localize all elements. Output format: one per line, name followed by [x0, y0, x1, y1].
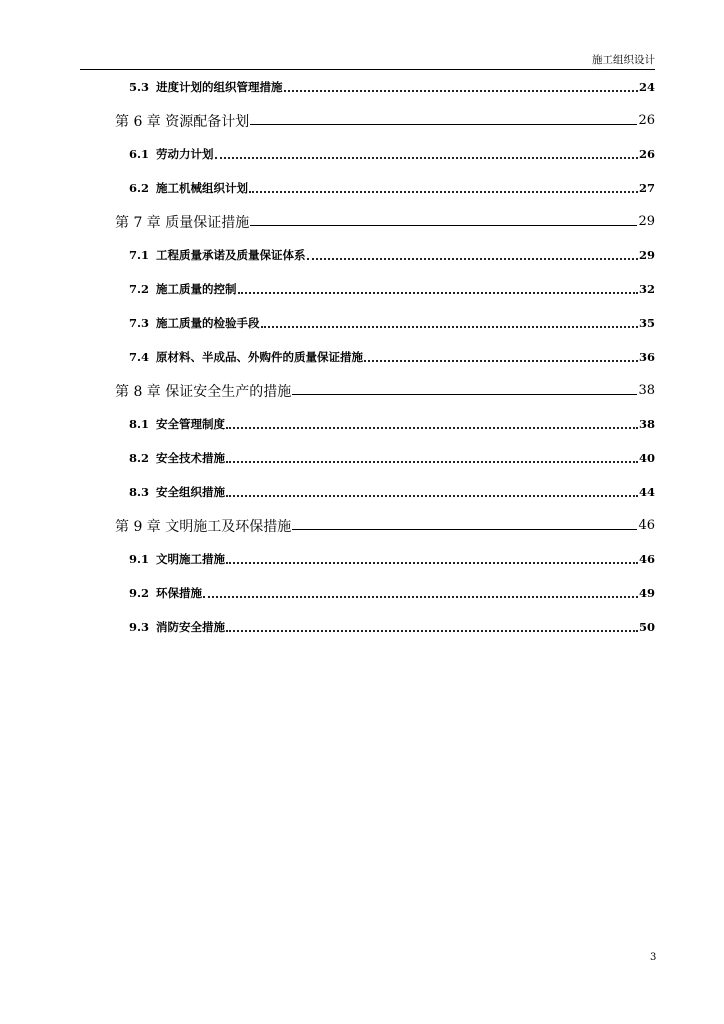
- toc-entry-title: 安全组织措施: [156, 485, 225, 499]
- toc-entry-page: 46: [638, 552, 655, 566]
- toc-chapter-title: 第 6 章 资源配备计划: [115, 113, 250, 130]
- toc-entry-title: 安全管理制度: [156, 417, 225, 431]
- dot-leader: [226, 427, 638, 429]
- toc-entry-page: 35: [638, 316, 655, 330]
- toc-entry-title: 施工质量的控制: [156, 282, 237, 296]
- toc-entry-5-3[interactable]: [115, 70, 655, 104]
- toc-entry-title: 进度计划的组织管理措施: [156, 80, 283, 94]
- toc-entry-title: 施工质量的检验手段: [156, 316, 260, 330]
- toc-entry-title: 环保措施: [156, 586, 202, 600]
- toc-entry-page: 29: [638, 248, 655, 262]
- toc-entry-page: 24: [638, 80, 655, 94]
- dot-leader: [284, 90, 638, 92]
- dot-leader: [364, 360, 638, 362]
- dot-leader: [226, 630, 638, 632]
- toc-chapter-title: 第 8 章 保证安全生产的措施: [115, 383, 292, 400]
- toc-entry-8-3[interactable]: [115, 475, 655, 509]
- toc-chapter-page: 38: [638, 383, 655, 398]
- toc-chapter-6[interactable]: [115, 104, 655, 137]
- toc-entry-page: 49: [638, 586, 655, 600]
- toc-entry-9-2[interactable]: [115, 576, 655, 610]
- toc-entry-number: 6.2: [129, 181, 150, 195]
- toc-entry-page: 44: [638, 485, 655, 499]
- toc-entry-8-1[interactable]: [115, 407, 655, 441]
- toc-entry-number: 7.4: [129, 350, 150, 364]
- toc-entry-number: 7.2: [129, 282, 150, 296]
- toc-entry-page: 40: [638, 451, 655, 465]
- line-leader: [292, 394, 637, 395]
- dot-leader: [203, 596, 638, 598]
- dot-leader: [249, 191, 638, 193]
- toc-entry-9-1[interactable]: [115, 542, 655, 576]
- page-header: [80, 50, 655, 70]
- toc-entry-7-3[interactable]: [115, 306, 655, 340]
- toc-entry-title: 安全技术措施: [156, 451, 225, 465]
- header-title: 施工组织设计: [592, 54, 655, 66]
- line-leader: [250, 225, 637, 226]
- toc-chapter-page: 26: [638, 113, 655, 128]
- toc-entry-title: 劳动力计划: [156, 147, 214, 161]
- toc-entry-number: 8.3: [129, 485, 150, 499]
- toc-entry-page: 27: [638, 181, 655, 195]
- toc-entry-page: 50: [638, 620, 655, 634]
- toc-entry-6-1[interactable]: [115, 137, 655, 171]
- toc-chapter-page: 29: [638, 214, 655, 229]
- toc-entry-9-3[interactable]: [115, 610, 655, 644]
- toc-chapter-8[interactable]: [115, 374, 655, 407]
- toc-entry-7-4[interactable]: [115, 340, 655, 374]
- toc-entry-8-2[interactable]: [115, 441, 655, 475]
- toc-entry-number: 6.1: [129, 147, 150, 161]
- dot-leader: [261, 326, 638, 328]
- toc-chapter-title: 第 7 章 质量保证措施: [115, 214, 250, 231]
- toc-entry-number: 9.2: [129, 586, 150, 600]
- line-leader: [250, 124, 637, 125]
- toc-entry-7-1[interactable]: [115, 238, 655, 272]
- toc-entry-page: 32: [638, 282, 655, 296]
- toc-chapter-title: 第 9 章 文明施工及环保措施: [115, 518, 292, 535]
- dot-leader: [226, 461, 638, 463]
- toc-chapter-9[interactable]: [115, 509, 655, 542]
- toc-entry-page: 26: [638, 147, 655, 161]
- page-number: 3: [650, 952, 657, 963]
- dot-leader: [215, 157, 638, 159]
- dot-leader: [226, 562, 638, 564]
- toc-entry-title: 文明施工措施: [156, 552, 225, 566]
- toc-entry-page: 36: [638, 350, 655, 364]
- toc-entry-7-2[interactable]: [115, 272, 655, 306]
- toc-entry-title: 工程质量承诺及质量保证体系: [156, 248, 306, 262]
- table-of-contents: [115, 70, 655, 644]
- toc-entry-number: 7.3: [129, 316, 150, 330]
- toc-entry-number: 8.2: [129, 451, 150, 465]
- dot-leader: [307, 258, 638, 260]
- toc-chapter-7[interactable]: [115, 205, 655, 238]
- toc-chapter-page: 46: [638, 518, 655, 533]
- toc-entry-number: 8.1: [129, 417, 150, 431]
- toc-entry-number: 5.3: [129, 80, 150, 94]
- line-leader: [292, 529, 637, 530]
- toc-entry-number: 9.3: [129, 620, 150, 634]
- toc-entry-page: 38: [638, 417, 655, 431]
- toc-entry-title: 原材料、半成品、外购件的质量保证措施: [156, 350, 363, 364]
- toc-entry-number: 9.1: [129, 552, 150, 566]
- toc-entry-6-2[interactable]: [115, 171, 655, 205]
- dot-leader: [238, 292, 638, 294]
- dot-leader: [226, 495, 638, 497]
- toc-entry-title: 消防安全措施: [156, 620, 225, 634]
- toc-entry-title: 施工机械组织计划: [156, 181, 248, 195]
- toc-entry-number: 7.1: [129, 248, 150, 262]
